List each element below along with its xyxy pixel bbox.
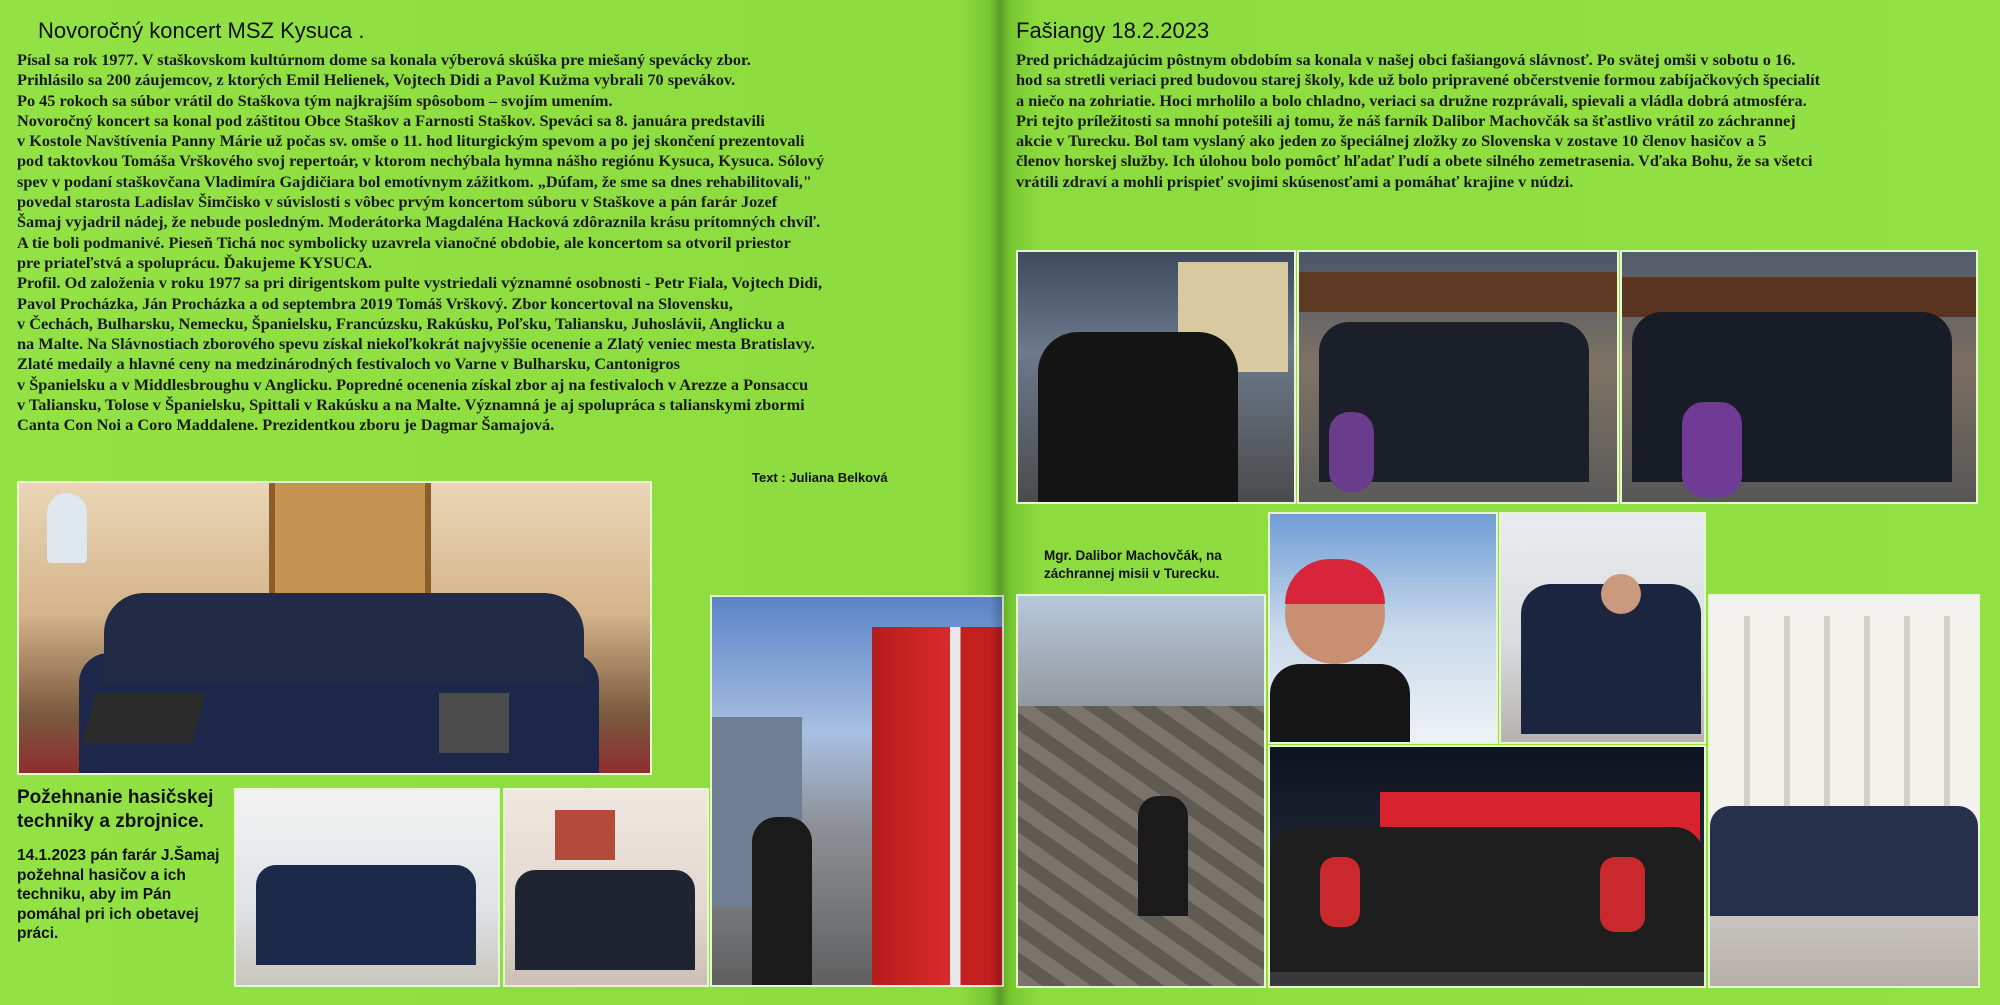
firefighters-photo-2 bbox=[503, 788, 709, 987]
carnival-photo-2 bbox=[1297, 250, 1619, 504]
concert-article-line: Pavol Procházka, Ján Procházka a od septembra 2019 Tomáš Vrškový. Zbor koncertoval na Slovensku, bbox=[17, 293, 733, 313]
blessing-title: Požehnanie hasičskej techniky a zbrojnice. bbox=[17, 787, 214, 832]
concert-article-line: pre priateľstvá a spoluprácu. Ďakujeme KYSUCA. bbox=[17, 252, 373, 272]
concert-article-line: v Čechách, Bulharsku, Nemecku, Španielsku, Francúzsku, Rakúsku, Poľsku, Taliansku, Juhoslávii, Anglicku a bbox=[17, 313, 785, 333]
carnival-title: Fašiangy 18.2.2023 bbox=[1016, 18, 1210, 43]
carnival-photo-3 bbox=[1620, 250, 1978, 504]
concert-article bbox=[17, 50, 992, 436]
concert-article-line: Zlaté medaily a hlavné ceny na medzinárodných festivaloch vo Varne v Bulharsku, Cantonigros bbox=[17, 354, 680, 374]
uniform-photo-1 bbox=[1499, 512, 1706, 744]
concert-title: Novoročný koncert MSZ Kysuca . bbox=[38, 18, 365, 43]
helmet bbox=[1285, 559, 1385, 604]
palace-photo bbox=[1708, 594, 1980, 988]
carnival-article bbox=[1016, 50, 1991, 192]
uniformed-line bbox=[1710, 806, 1978, 916]
blessing-text: 14.1.2023 pán farár J.Šamaj požehnal hasičov a ich techniku, aby im Pán pomáhal pri ich obetavej práci. bbox=[17, 847, 220, 942]
concert-article-line: Šamaj vyjadril nádej, že nebude posledným. Moderátorka Magdaléna Hacková zdôraznila krásu prítomných chvíľ. bbox=[17, 212, 821, 232]
machovcak-portrait bbox=[1268, 512, 1498, 744]
palace-facade bbox=[1710, 616, 1978, 836]
carnival-article-line: Pred prichádzajúcim pôstnym obdobím sa konala v našej obci fašiangová slávnosť. Po svätej omši v sobotu o 16. bbox=[1016, 50, 1796, 69]
firefighters-photo-1 bbox=[234, 788, 500, 987]
concert-article-line: v Taliansku, Tolose v Španielsku, Spittali v Rakúsku a na Malte. Významná je aj spolupráca s talianskymi zbormi bbox=[17, 395, 805, 415]
carnival-article-line: akcie v Turecku. Bol tam vyslaný ako jeden zo špeciálnej zložky zo Slovenska v zostave 10 členov hasičov a 5 bbox=[1016, 131, 1767, 151]
fire-truck-photo bbox=[710, 595, 1004, 987]
concert-article-line: pod taktovkou Tomáša Vrškového svoj repertoár, v ktorom nechýbala hymna nášho regiónu Kysuca, Kysuca. Sólový bbox=[17, 151, 825, 171]
carnival-article-line: hod sa stretli veriaci pred budovou starej školy, kde už bolo pripravené občerstvenie formou zabíjačkových špecialít bbox=[1016, 70, 1821, 90]
carnival-article-line: členov horskej služby. Ich úlohou bolo pomôcť hľadať ľudí a obete silného zemetrasenia. Vďaka Bohu, že sa všetci bbox=[1016, 151, 1813, 171]
concert-article-line: A tie boli podmanivé. Pieseň Tichá noc symbolicky uzavrela vianočné obdobie, ale koncertom sa otvoril priestor bbox=[17, 232, 791, 252]
keyboard bbox=[82, 693, 205, 743]
fire-truck bbox=[872, 627, 1002, 985]
rescue-caption: Mgr. Dalibor Machovčák, na záchrannej misii v Turecku. bbox=[1044, 548, 1222, 581]
statue bbox=[47, 493, 87, 563]
banner bbox=[555, 810, 615, 860]
text-credit: Text : Juliana Belková bbox=[752, 470, 888, 485]
rescuer bbox=[1138, 796, 1188, 916]
concert-article-line: Prihlásilo sa 200 záujemcov, z ktorých Emil Helienek, Vojtech Didi a Pavol Kužma vybrali 70 spevákov. bbox=[17, 70, 736, 90]
concert-article-line: Písal sa rok 1977. V staškovskom kultúrnom dome sa konala výberová skúška pre miešaný spevácky zbor. bbox=[17, 50, 751, 69]
rubble-photo bbox=[1016, 594, 1266, 988]
choir-photo bbox=[17, 481, 652, 775]
carnival-article-line: vrátili zdraví a mohli prispieť svojimi skúsenosťami a pomáhať krajine v núdzi. bbox=[1016, 171, 1574, 191]
right-page bbox=[1000, 0, 2000, 1005]
concert-article-line: Novoročný koncert sa konal pod záštitou Obce Staškov a Farnosti Staškov. Speváci sa 8. januára predstavili bbox=[17, 110, 765, 130]
concert-article-line: na Malte. Na Slávnostiach zborového spevu získal niekoľkokrát najvyššie ocenenie a Zlatý veniec mesta Bratislavy. bbox=[17, 334, 815, 354]
concert-article-line: spev v podaní staškovčana Vladimíra Gajdičiara bol emotívnym zážitkom. „Dúfam, že sme sa dnes rehabilitovali," bbox=[17, 171, 812, 191]
concert-article-line: Po 45 rokoch sa súbor vrátil do Staškova tým najkrajším spôsobom – svojím umením. bbox=[17, 90, 613, 110]
altar bbox=[269, 483, 431, 603]
concert-article-line: Profil. Od založenia v roku 1977 sa pri dirigentskom pulte vystriedali významné osobnosti - Petr Fiala, Vojtech Didi, bbox=[17, 273, 823, 293]
carnival-article-line: Pri tejto príležitosti sa mnohí potešili aj tomu, že náš farník Dalibor Machovčák sa šťastlivo vrátil zo záchrannej bbox=[1016, 110, 1796, 130]
carnival-article-line: a niečo na zohriatie. Hoci mrholilo a bolo chladno, veriaci sa družne rozprávali, spievali a vládla dobrá atmosféra. bbox=[1016, 90, 1807, 110]
concert-article-line: Canta Con Noi a Coro Maddalene. Prezidentkou zboru je Dagmar Šamajová. bbox=[17, 415, 555, 435]
priest-figure bbox=[752, 817, 812, 987]
carnival-photo-1 bbox=[1016, 250, 1296, 504]
concert-article-line: v Kostole Navštívenia Panny Márie už počas sv. omše o 11. hod liturgickým spevom a po jej skončení prezentovali bbox=[17, 131, 805, 151]
rescue-team-photo bbox=[1268, 745, 1706, 988]
concert-article-line: v Španielsku a v Middlesbroughu v Anglicku. Popredné ocenenia získal zbor aj na festivaloch v Arezze a Ponsaccu bbox=[17, 374, 809, 394]
concert-article-line: povedal starosta Ladislav Šimčisko v súvislosti s vôbec prvým koncertom súboru v Staškove a pán farár Jozef bbox=[17, 192, 778, 212]
